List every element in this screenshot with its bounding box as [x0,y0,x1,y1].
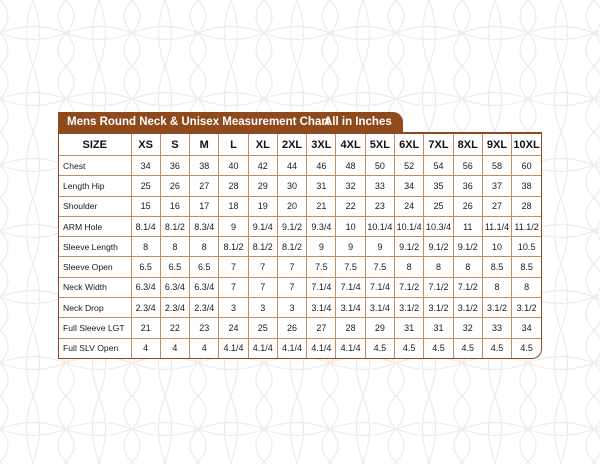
size-table-container [58,132,542,359]
measurement-value-cell: 7 [248,277,277,297]
measurement-value-cell: 6.5 [131,257,160,277]
measurement-label-cell: Chest [59,156,131,176]
measurement-value-cell: 17 [190,196,219,216]
measurement-value-cell: 44 [277,156,306,176]
measurement-value-cell: 9.3/4 [307,216,336,236]
size-label-cell: 10XL [512,134,541,156]
measurement-value-cell: 25 [248,318,277,338]
measurement-value-cell: 8 [424,257,453,277]
measurement-value-cell: 10.5 [512,237,541,257]
measurement-value-cell: 3 [277,298,306,318]
measurement-value-cell: 26 [453,196,482,216]
size-label-cell: 5XL [365,134,394,156]
measurement-value-cell: 40 [219,156,248,176]
measurement-value-cell: 7 [277,277,306,297]
measurement-value-cell: 31 [307,176,336,196]
measurement-value-cell: 38 [190,156,219,176]
measurement-value-cell: 15 [131,196,160,216]
measurement-value-cell: 31 [424,318,453,338]
measurement-value-cell: 31 [395,318,424,338]
measurement-value-cell: 3.1/2 [424,298,453,318]
measurement-value-cell: 36 [453,176,482,196]
size-header-cell: SIZE [59,134,131,156]
measurement-value-cell: 4 [160,338,189,358]
size-label-cell: 3XL [307,134,336,156]
measurement-value-cell: 38 [512,176,541,196]
measurement-value-cell: 4 [190,338,219,358]
measurement-value-cell: 8.3/4 [190,216,219,236]
measurement-value-cell: 21 [131,318,160,338]
measurement-value-cell: 6.5 [190,257,219,277]
size-label-cell: S [160,134,189,156]
measurement-label-cell: ARM Hole [59,216,131,236]
measurement-value-cell: 4.1/4 [219,338,248,358]
measurement-value-cell: 9.1/2 [453,237,482,257]
measurement-value-cell: 3.1/4 [307,298,336,318]
measurement-value-cell: 34 [512,318,541,338]
size-label-cell: 7XL [424,134,453,156]
measurement-value-cell: 32 [453,318,482,338]
table-row [59,237,541,257]
measurement-value-cell: 10 [482,237,511,257]
measurement-value-cell: 37 [482,176,511,196]
measurement-value-cell: 46 [307,156,336,176]
measurement-value-cell: 23 [365,196,394,216]
measurement-value-cell: 4 [131,338,160,358]
measurement-value-cell: 27 [307,318,336,338]
measurement-value-cell: 32 [336,176,365,196]
measurement-value-cell: 4.5 [512,338,541,358]
measurement-value-cell: 23 [190,318,219,338]
size-label-cell: 8XL [453,134,482,156]
measurement-value-cell: 7.5 [307,257,336,277]
measurement-value-cell: 34 [131,156,160,176]
table-row [59,277,541,297]
measurement-value-cell: 2.3/4 [131,298,160,318]
measurement-value-cell: 27 [190,176,219,196]
measurement-value-cell: 8 [131,237,160,257]
chart-title-bar [58,112,403,132]
measurement-value-cell: 2.3/4 [190,298,219,318]
measurement-label-cell: Full Sleeve LGT [59,318,131,338]
measurement-value-cell: 8.5 [512,257,541,277]
measurement-value-cell: 3.1/2 [512,298,541,318]
measurement-value-cell: 7.1/2 [424,277,453,297]
measurement-value-cell: 11.1/4 [482,216,511,236]
measurement-value-cell: 3 [219,298,248,318]
measurement-value-cell: 29 [365,318,394,338]
table-row [59,318,541,338]
measurement-label-cell: Length Hip [59,176,131,196]
measurement-value-cell: 22 [160,318,189,338]
table-row [59,298,541,318]
measurement-value-cell: 24 [219,318,248,338]
measurement-value-cell: 3.1/2 [453,298,482,318]
measurement-value-cell: 6.5 [160,257,189,277]
size-label-cell: 2XL [277,134,306,156]
measurement-value-cell: 30 [277,176,306,196]
chart-title: Mens Round Neck & Unisex Measurement Chart [67,116,330,128]
measurement-value-cell: 9.1/2 [277,216,306,236]
measurement-value-cell: 9 [219,216,248,236]
measurement-value-cell: 10 [336,216,365,236]
measurement-value-cell: 58 [482,156,511,176]
size-label-cell: M [190,134,219,156]
measurement-value-cell: 10.1/4 [365,216,394,236]
measurement-value-cell: 10.1/4 [395,216,424,236]
table-row [59,257,541,277]
measurement-value-cell: 20 [277,196,306,216]
measurement-value-cell: 3 [248,298,277,318]
measurement-value-cell: 24 [395,196,424,216]
measurement-value-cell: 4.5 [482,338,511,358]
measurement-value-cell: 25 [424,196,453,216]
size-label-cell: 4XL [336,134,365,156]
measurement-value-cell: 7 [248,257,277,277]
measurement-value-cell: 4.5 [395,338,424,358]
measurement-value-cell: 8 [453,257,482,277]
measurement-value-cell: 8 [190,237,219,257]
measurement-value-cell: 8.1/4 [131,216,160,236]
measurement-value-cell: 8.1/2 [248,237,277,257]
measurement-value-cell: 7.1/2 [453,277,482,297]
measurement-value-cell: 28 [336,318,365,338]
measurement-value-cell: 3.1/2 [395,298,424,318]
measurement-value-cell: 11.1/2 [512,216,541,236]
measurement-value-cell: 7.5 [336,257,365,277]
measurement-value-cell: 28 [512,196,541,216]
measurement-value-cell: 8 [512,277,541,297]
measurement-value-cell: 2.3/4 [160,298,189,318]
measurement-label-cell: Shoulder [59,196,131,216]
measurement-value-cell: 26 [160,176,189,196]
measurement-label-cell: Neck Drop [59,298,131,318]
table-row [59,216,541,236]
measurement-value-cell: 18 [219,196,248,216]
measurement-value-cell: 8.5 [482,257,511,277]
measurement-value-cell: 52 [395,156,424,176]
measurement-value-cell: 27 [482,196,511,216]
measurement-value-cell: 7.1/4 [307,277,336,297]
measurement-value-cell: 8 [482,277,511,297]
measurement-value-cell: 7 [219,277,248,297]
measurement-value-cell: 22 [336,196,365,216]
table-row [59,176,541,196]
measurement-value-cell: 9 [365,237,394,257]
measurement-value-cell: 4.5 [453,338,482,358]
measurement-value-cell: 10.3/4 [424,216,453,236]
measurement-value-cell: 9.1/2 [424,237,453,257]
measurement-value-cell: 3.1/4 [336,298,365,318]
measurement-label-cell: Full SLV Open [59,338,131,358]
measurement-value-cell: 42 [248,156,277,176]
measurement-value-cell: 9 [307,237,336,257]
measurement-value-cell: 16 [160,196,189,216]
measurement-label-cell: Sleeve Length [59,237,131,257]
measurement-value-cell: 25 [131,176,160,196]
measurement-value-cell: 56 [453,156,482,176]
measurement-value-cell: 33 [482,318,511,338]
measurement-value-cell: 7 [277,257,306,277]
measurement-value-cell: 26 [277,318,306,338]
units-note: All in Inches [324,116,392,128]
measurement-value-cell: 60 [512,156,541,176]
table-row [59,196,541,216]
measurement-value-cell: 7 [219,257,248,277]
measurement-value-cell: 34 [395,176,424,196]
measurement-value-cell: 48 [336,156,365,176]
table-row [59,338,541,358]
measurement-value-cell: 50 [365,156,394,176]
size-label-cell: 6XL [395,134,424,156]
size-label-cell: XL [248,134,277,156]
measurement-label-cell: Neck Width [59,277,131,297]
measurement-value-cell: 8 [395,257,424,277]
measurement-value-cell: 8.1/2 [219,237,248,257]
measurement-value-cell: 28 [219,176,248,196]
measurement-value-cell: 35 [424,176,453,196]
measurement-value-cell: 7.1/2 [395,277,424,297]
measurement-value-cell: 33 [365,176,394,196]
measurement-value-cell: 9 [336,237,365,257]
measurement-value-cell: 3.1/2 [482,298,511,318]
table-row [59,156,541,176]
measurement-value-cell: 29 [248,176,277,196]
measurement-value-cell: 4.1/4 [277,338,306,358]
measurement-value-cell: 54 [424,156,453,176]
measurement-value-cell: 9.1/4 [248,216,277,236]
measurement-value-cell: 4.5 [365,338,394,358]
measurement-value-cell: 8.1/2 [277,237,306,257]
measurement-value-cell: 4.5 [424,338,453,358]
measurement-value-cell: 3.1/4 [365,298,394,318]
measurement-value-cell: 6.3/4 [131,277,160,297]
size-label-cell: XS [131,134,160,156]
measurement-value-cell: 8 [160,237,189,257]
measurement-value-cell: 8.1/2 [160,216,189,236]
size-table [59,134,541,358]
measurement-value-cell: 4.1/4 [248,338,277,358]
measurement-label-cell: Sleeve Open [59,257,131,277]
size-label-cell: 9XL [482,134,511,156]
measurement-value-cell: 4.1/4 [336,338,365,358]
measurement-value-cell: 9.1/2 [395,237,424,257]
measurement-value-cell: 6.3/4 [160,277,189,297]
measurement-value-cell: 7.1/4 [365,277,394,297]
measurement-value-cell: 19 [248,196,277,216]
measurement-value-cell: 21 [307,196,336,216]
table-header-row [59,134,541,156]
measurement-value-cell: 4.1/4 [307,338,336,358]
measurement-value-cell: 7.1/4 [336,277,365,297]
measurement-value-cell: 11 [453,216,482,236]
measurement-value-cell: 36 [160,156,189,176]
measurement-value-cell: 7.5 [365,257,394,277]
measurement-value-cell: 6.3/4 [190,277,219,297]
size-label-cell: L [219,134,248,156]
